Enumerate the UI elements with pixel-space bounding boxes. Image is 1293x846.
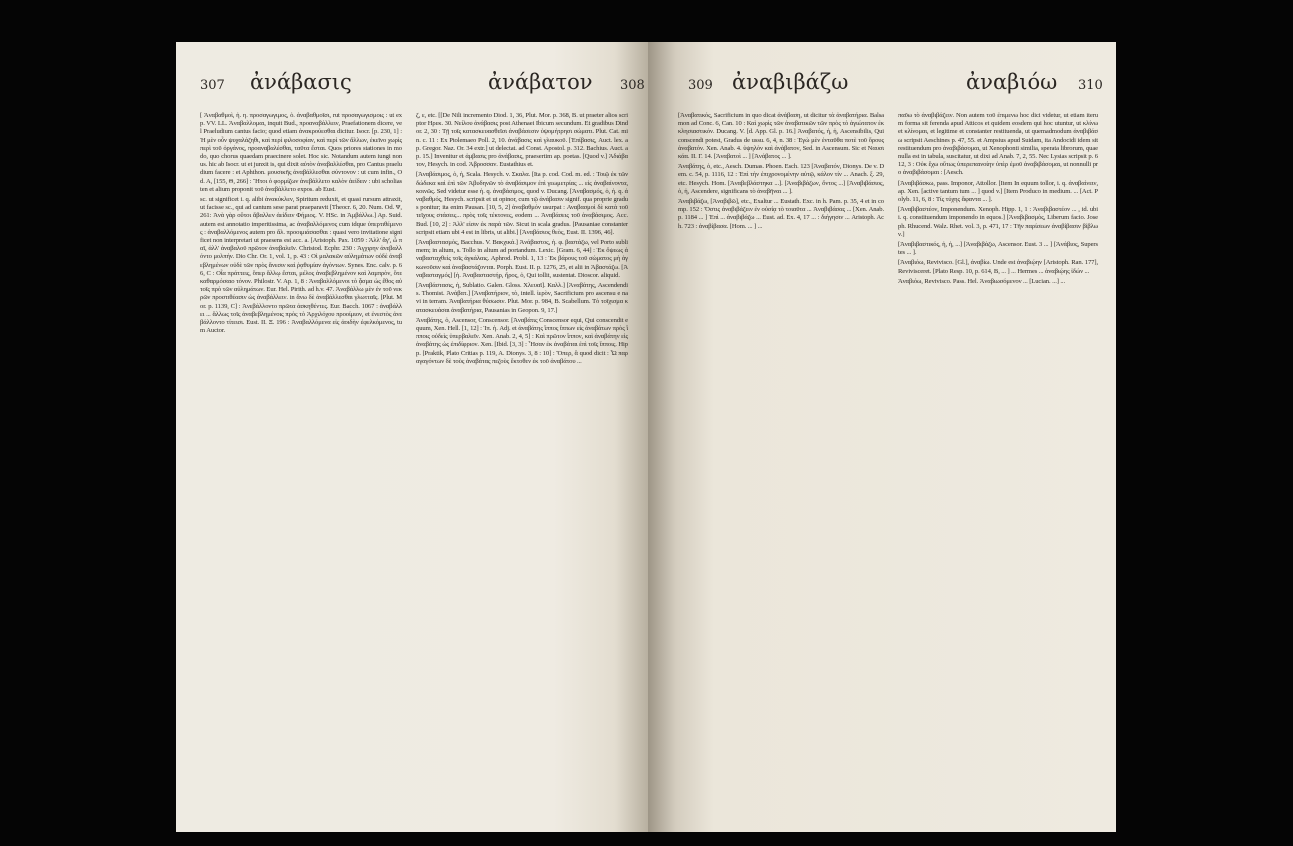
text-block: [Ἀναβατικός, Sacrificium in quo dicat ἀνάβαση, ut dicitur τὰ ἀναβατήρια. Balsamon ad Conc. 6, Can. 10 : Καὶ χωρὶς τῶν ἀναβατικῶν τῶν πρὸς τὸ ἁγιώτατον ἐκκλησιαστικόν. Ducang. V. [d. App. Gl. p. 16.] Ἀναβατός, ἡ, ἡ, Ascensibilis, Qui conscendi potest, Gradus de ussu. 6, 4, n. 38 : Ἐγὼ μὲν ἐνταῦθα ποτὲ τοῦ ὄρους ἀναβατόν. Xen. Anab. 4. ὑψηλὸν καὶ ἀνάβατον, Sed. in Ascensum. Sic et Nαυσικάα. II. Γ. 14. [Ἀναβατοὶ ... ] [Ἀνάβατος ... ].: [678, 112, 884, 161]
left-page-column-2: [416, 112, 628, 817]
right-page-column-1: [678, 112, 884, 817]
text-block: [Ἀναβιβάσκω, pass. Imponor, Attollor. [Item In equum tollor, i. q. ἀναβαίνειν, ap. Xen. [active tantum tum ... ] quod v.] [Item Produco in medium. ... [Act. Polyb. 11, 6, 8 : Τίς τύχης ἄφαντα ... ].: [898, 179, 1098, 204]
text-block: ζ, ε, etc. [[De Nili incremento Diod. 1, 36, Plut. Mor. p. 368, B. ut praeter alios scriptor Ηρεκ. 30. Νείλου ἀνάβασις post Athenaei Ibicum secundum. Et gradibus Dindor. 2, 30 : Τῇ τοῖς κατασκευασθεῖσι ἀναβάσεσιν ὑψομήτρησι σώματι. Plut. Cat. min. c. 11 : Ex Ptolemaeo Poll. 2, 10. ἀνάβασις καὶ γλαυκοῦ. [Ἐπίβασις, Auct. lex. ap. Gregor. Naz. Or. 34 extr.] ut delectat. ad Const. Apostol. p. 312. Bachius. Auct. ap. 15.] Invenitur et ἀμβασις pro ἀνάβασις, praesertim ap. poetas. [Quod v.] Ἀδιάβατον, Hesych. in cod. Ἀβροσσαν. Eustathius et.: [416, 112, 628, 169]
text-block: Ἀναβιόω, Revivisco. Pass. Hel. Ἀναβιωσόμενον ... [Lucian. ...] ...: [898, 277, 1066, 285]
headword-right: ἀναβιόω: [966, 70, 1058, 94]
page-number-right: 308: [620, 78, 645, 93]
text-block: sc. ut significet i. q. alibi ἀνακύκλεν, Spiritum reduxit, et quasi rursum attraxit, ut facisse sc., qui ad cantum sese parat praeparavit [Theocr. 6, 20. Num. Od. Ψ, 261: Ἀνὰ γὰρ οὕτοι ἄβαλλεν ἀείδειν Φήμιος. V. HSc. in Ἀμβάλλω.] Ap. Suid. autem est annotatio imperitissima, ac ἀναβαλλόμενος cum idque ὑπερτιθέμενος : ἀναβαλλόμενος autem pro ἄλ. προοιμιάσασθαι : quasi vero invitatione significet non interpretari ut praesens est acc. a. [Aristoph. Pax. 1059 : Ἀλλ' ἄγ', ὦ παῖ, ἀλλ' ἀναβαλοῦ πρῶτον ἀναβαλεῖν. Christod. Ecphr. 230 : Ἀγχιρην ἀνεβαλλόντο μολπήν. Dio Chr. Or. 1, vol. 1, p. 43 : Οἱ μαλακῶν αὐλημάτων οὐδὲ ἀναβεβλημένων οὐδὲ τῶν πρὸς ἄνεσιν καὶ ῥᾳθυμίαν ἀγόντων. Synes. Enc. calv. p. 66, C : Οἷα πράττεις, ὅπερ ἄλλῳ ἔσται, μέλος ἀναβεβλημένον καὶ λαμπρὸν, ὅτε καθαρμόσαιο τόνον. Philostr. V. Ap. 1, 8 : Ἀναβαλλόμενοι τὸ ᾆσμα ὡς ἔθος αὐτοῖς πρὸ τῶν αὐλημάτων. Eur. Hel. Pirith. ad h.v. 47. Ἀναβάλλω μὲν ἐν τοῦ νεκρῶν προστιθέασιν ὡς ἀναβάλλειν. in ἄνω δὲ ἀναβάλλεσθαι γλωτταῖς. [Plut. Mor. p. 1139, C] : Ἀνεβάλλοντο πρῶτα ἀσκηθέντες. Eur. Bacch. 1067 : ἀναβάλλει ... ἅλλως τοῖς ἀναβεβλημένοις πρὸς τὸ Ἀρχιλόχου προοίμιον, et ἐνεστὸς ἀνεβάλλοντο τίτεισι. Eust. II. Ξ. 196 : Ἀναβαλλόμενα εἰς ἀοιδὴν ἐφελκόμενος, tum Auctor.: [200, 196, 402, 335]
left-page: [176, 42, 648, 832]
text-block: [Ἀναβαστασμὸς, Bacchus. V. Βακχικά.] Ἀνάβαστος, ἡ. φ. βαστάζω, vel Porto sublimem; in altum, s. Tollo in altum ad portandum. Lexic. [Gram. 6, 44] : Ἐκ ὄψεως ἀναβασταχθεὶς τοῖς ἀγκάλαις. Aphrod. Probl. 1, 13 : Ἐκ βάρους τοῦ σώματος μὴ ἀγκωνοῦσιν καὶ ἀναβαστάζονται. Porph. Eust. II. p. 1276, 25, et alii in Ἀβαστάζω. [Ἀναβασταγμός] [ἡ. Ἀναβασταστήρ, ἤρος, ὁ, Qui tollit, sustentat. Dioscor. aliquid.: [416, 239, 628, 279]
headword-right: ἀνάβατον: [488, 70, 593, 94]
right-page-column-2: [898, 112, 1098, 817]
text-block: [Ἀναβάσιμος, ὁ, ἡ, Scala. Hesych. v. Σκαλα. [Ita p. cod. Cod. m. ed. : Τοιῷ ἐκ τῶν δώδεκα καὶ ἐπὶ τῶν Ἀβυδηνῶν τὸ ἀναβάσιμον ἐπὶ γεωμετρίας ... εἰς ἀναβαίνοντα, κοινῶς. Sed videtur esse ἡ. q. ἀναβάσιμος, quod v. Ducang. [Ἀναβασμός, ὁ, ἡ. q. ἀναβαθμός, Hesych. scripsit et ut opinor, cum τῷ ἀνάβασιν signif. qua proprie gradus ponitur; ita enim Pausan. [10, 5, 2] ἀναβαθμόν usurpat : Αναβασμοὶ δὲ κατὰ τοῦ τεῖχους στάσεις... πρὸς τοῖς τέκτονες, eodem ... Ἀναβάσεις τοῦ ἀναβάσιμος. Acc. Bud. [10, 2] : Ἀλλ' εἰσιν ἐκ παρὰ τῶν. Sicut in scala gradus. [Pausaniae constanter scripsit etiam ubi 4 est in libris, ut alibi.] [Ἀναβάσιος θεὸς, Eust. II. 1396, 46].: [416, 171, 628, 236]
right-page: [648, 42, 1116, 832]
right-page-header: [648, 70, 1116, 100]
page-number-right: 310: [1078, 78, 1103, 93]
text-block: [Ἀναβάστασις, ἡ, Sublatio. Galen. Gloss. Χλευαῖ]. Καλλ.] [Ἀναβάτης, Ascendendis. Thomist. Ἀνάβατ.] [Ἀναβατήριον, τὸ, intell. ἱερὸν, Sacrificium pro ascensu e navi in terram. Ἀναβατήρια θύσωσιν. Plut. Mor. p. 984, B. Scabellum. Τὸ τοῖχισμα κατασκευάσαι ἀναβατήρια, Pausanias in Geopon. 9, 17.]: [416, 282, 628, 314]
text-block: Ἀναβιβάζω, [Ἀναβιβῶ], etc., Exaltur ... Eustath. Exc. in h. Pam. p. 35, 4 et in comp. 152 : Ὅστις ἀναβιβάζειν ἐν οὐσίᾳ τὸ τοιαῦτα ... Ἀναβιβάσας ... [Xen. Anab. p. 1184 ... ] Ἐπὶ ... ἀναβιβάζω ... Eust. ad. Ex. 4, 17 ... : διήγησιν ... Aristoph. Ach. 723 : ἀναβίβασα. [Hom. ... ] ...: [678, 198, 884, 230]
text-block: Ἀναβάτης, ὁ, etc., Aesch. Dumas. Phoen. Esch. 123 [Ἀναβατόν, Dionys. De v. Dem. c. 54, p. 1116, 12 : Ἐπὶ τὴν ἐπιχρονομένην αὐτῷ, κάλον τίν ... Anach. ξ. 29, etc. Hesych. Hom. [Ἀναβεβλάστηκα ...]. [Ἀναβιβάζων, ὄντος ...] [Ἀναβιβάσιος, ὁ, ἡ, Ascendere, significans τὸ ἀναβῆναι ... ].: [678, 163, 884, 195]
left-page-header: [176, 70, 648, 100]
headword-left: ἀναβιβάζω: [732, 70, 849, 94]
text-block: Ἀναβάτης, ὁ, Ascensor, Conscensor. [Ἀναβάτις Conscensor equi, Qui conscendit equum, Xen. Hell. [1, 12] : Ἱπ. ἡ. Adj. et ἀναβάτης ἵππος ἵππων εἰς ἀναβάτων πρὸς ἵπποις οὐδεὶς ὑπερβαλεῖν. Xen. Anab. 2, 4, 5] : Καὶ πρῶτον ἵππον, καὶ ἀναβάτην εἰς ἀναβάτης ὡς ἐπιδίφριον. Xen. [Ibid. [3, 3] : Ἦσαν ἐκ ἀναβάται ἐπὶ τοῖς ἵπποις. Hipp. [Praktik, Plato Critias p. 119, A. Dionys. 3, 8 : 10] : Ὅπερ, ἃ quod dicit : Ὧ παραγαγόντων δὲ τοὺς ἀναβάτας πεζοὺς ἔκτοθεν ἐκ τοῦ ἀναβάτου ...: [416, 316, 628, 365]
headword-left: ἀνάβασις: [250, 70, 352, 94]
page-number-left: 309: [688, 78, 713, 93]
page-number-left: 307: [200, 78, 225, 93]
text-block: [Ἀναβιβαστέον, Imponendum. Xenoph. Hipp. 1, 1 : Ἀναβιβαστέον ... , id. ubi i. q. constituendum imponendo in equos.] [Ἀναβιβασμὸς, Liberum facio. Joseph. Rhucend. Walz. Rhet. vol. 3, p. 471, 17 : Τῆν παρίσεων ἀναβίβασιν βίβλων.]: [898, 206, 1098, 238]
text-block: [Ἀναβιόω, Revivisco. [Gl.], ἀναβίω. Unde est ἀναβιῴην [Aristoph. Ran. 177], Revivisceret. [Plato Resp. 10, p. 614, B, ... ] ... Hermes ... ἀναβιῴης ἰδών ...: [898, 259, 1098, 275]
text-block: [ Ἀναβαθμοὶ, ἡ. η. προσαγωγιμος, ὁ. ἀναβαθμοῖσι, rut προσαγωγισμοις : ut exp. VV. LL. Ἀναβαλλομαι, inquit Bud., προαναβάλλειν, Praefationem dicere, vel Praeludium cantus facio; quod etiam ἀνακρούεσθαι dicitur. Isocr. [p. 230, 1] : Ἡ μὲν οὖν ψυχαλάζηθι, καὶ περί φιλοσοφίαν, καὶ περὶ τῶν ἄλλων, ἐκεῖνο χωρὶς περὶ τοῦ ὀργάνος, προαναβαλέσθαι, ταῦτα ἔσται. Quos priores stationes in modo, quo chorus quaedam praecinere solet. Hoc sic. Notandum autem iungi nonus. hic ab Isocr. ut et junxit is, qui dixit αὐτὸν ἀναβαλλέσθαι, pro Cantus praeludium facere : et Aphthon. μουσικῆς ἀναβάλλεσθαι σύντονον : ut cum infin., Od. A, [155, Θ, 266] : Ἤτοι ὁ φορμίζων ἀνεβάλλετο καλὸν ἀείδειν : ubi scholiasten et alium proponit τοῦ ἀναβάλλετο expos. ab Eust.: [200, 112, 402, 193]
left-page-column-1: [200, 112, 402, 817]
text-block: παῦω τὸ ἀναβιβάζειν. Non autem τοῦ ἐπιμενω hoc dici videtur, ut etiam iterum forma sit ferenda apud Atticos et quidem eosdem qui hoc utuntur, ut κλίνω et κλίνομαι, et legitime et constanter restituenda, ut quemadmodum ἀναβιβάσω scripsit Aeschines p. 47, 55. et Ampsius apud Suidam, ita Andocidi idem sit restituendum pro ἀναβιβάσομαι, ut Xenophonti similia, sperata librorum, quae nulla est in tabula, suscitatur, ut dixi ad Anab. 7, 2, 55. Nec Lysias scripsit p. 612, 3 : Οὐκ ἔχω οὕτως ὑπερεπαινοίην ὑπὲρ ἐμοῦ ἀναβιβάσομαι, ut nonnulli pro ἀναβιβάσομαι : [Aesch.: [898, 112, 1098, 177]
text-block: [Ἀναβιβαστικός, ἡ, ἡ, ...] [Ἀναβιβάζω, Ascensor. Eust. 3 ... ] [Ἀνάβιος, Superstes ... ].: [898, 241, 1098, 257]
